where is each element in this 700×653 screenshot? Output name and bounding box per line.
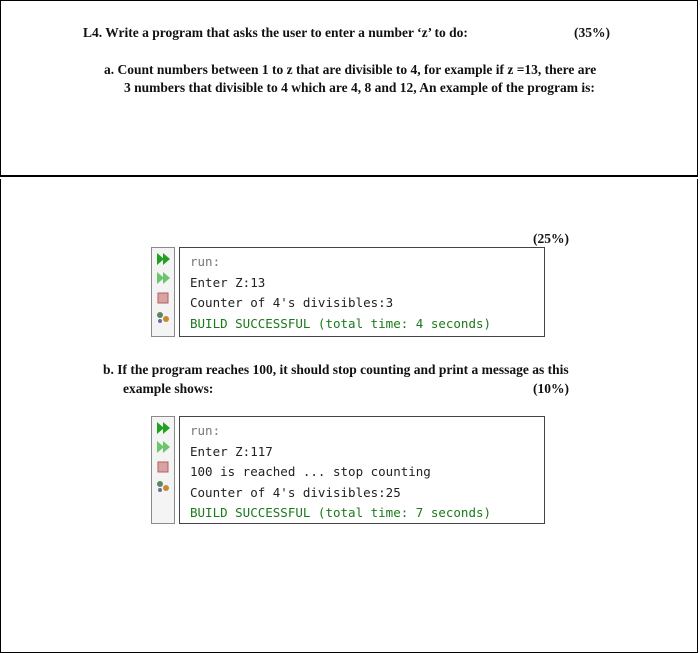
console-output-b [151, 416, 545, 524]
part-b-line-2: example shows: [123, 381, 214, 396]
rerun-icon[interactable] [155, 440, 171, 454]
console-text-a [179, 247, 545, 337]
part-a-line-1: a. Count numbers between 1 to z that are divisible to 4, for example if z =13, there are [104, 62, 597, 77]
settings-icon[interactable] [155, 479, 171, 493]
part-b-points: (10%) [533, 381, 569, 396]
run-icon[interactable] [155, 252, 171, 266]
console-toolbar [151, 247, 175, 337]
question-panel [0, 0, 698, 177]
console-line: BUILD SUCCESSFUL (total time: 7 seconds) [190, 505, 492, 520]
settings-icon[interactable] [155, 310, 171, 324]
question-title: L4. Write a program that asks the user to enter a number ‘z’ to do: [83, 25, 468, 40]
console-line: Enter Z:117 [190, 444, 273, 459]
console-line: run: [190, 254, 221, 269]
part-b-line-1: b. If the program reaches 100, it should stop counting and print a message as this [103, 362, 569, 377]
console-line: Counter of 4's divisibles:3 [190, 295, 394, 310]
console-line: 100 is reached ... stop counting [190, 464, 431, 479]
rerun-icon[interactable] [155, 271, 171, 285]
part-a-points: (25%) [533, 231, 569, 246]
stop-icon[interactable] [155, 460, 171, 474]
part-a-line-2: 3 numbers that divisible to 4 which are 4, 8 and 12, An example of the program is: [124, 80, 595, 95]
run-icon[interactable] [155, 421, 171, 435]
console-line: BUILD SUCCESSFUL (total time: 4 seconds) [190, 316, 492, 331]
console-toolbar [151, 416, 175, 524]
console-text-b [179, 416, 545, 524]
stop-icon[interactable] [155, 291, 171, 305]
console-line: Enter Z:13 [190, 275, 266, 290]
console-line: run: [190, 423, 221, 438]
console-output-a [151, 247, 545, 337]
question-points: (35%) [574, 25, 610, 40]
console-line: Counter of 4's divisibles:25 [190, 485, 401, 500]
